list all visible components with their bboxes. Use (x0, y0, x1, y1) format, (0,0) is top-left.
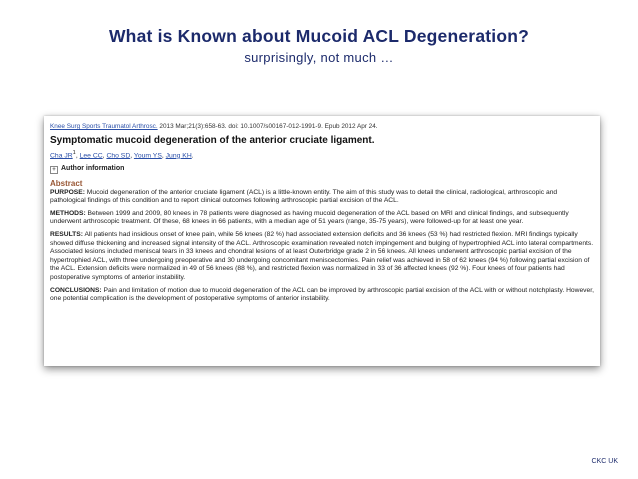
abstract-methods (50, 210, 594, 227)
abstract-conclusions (50, 287, 594, 304)
author-separator: , (102, 151, 107, 159)
abstract-purpose (50, 189, 594, 206)
article-title: Symptomatic mucoid degeneration of the anterior cruciate ligament. (50, 134, 375, 146)
author-link[interactable]: Cha JR (50, 151, 73, 159)
author-link[interactable]: Youm YS (133, 151, 162, 159)
author-link[interactable]: Cho SD (106, 151, 131, 159)
section-label: CONCLUSIONS: (50, 286, 102, 294)
author-separator: , (130, 151, 134, 159)
author-separator: , (161, 151, 166, 159)
author-list (50, 149, 594, 161)
author-link[interactable]: Lee CC (79, 151, 103, 159)
author-link[interactable]: Jung KH (165, 151, 192, 159)
section-label: METHODS: (50, 209, 86, 217)
author-separator: . (191, 151, 194, 159)
author-information-toggle[interactable] (50, 165, 594, 174)
section-text: Between 1999 and 2009, 80 knees in 78 patients were diagnosed as having mucoid degeneration of the ACL based on MRI and clinical findings, and subsequently underwent arthroscopic treatment. Of these, 68 knees in 66 patients, with a median age of 51 years (range, 35-75 years), were followed-up for at least one year. (50, 209, 569, 226)
journal-link[interactable]: Knee Surg Sports Traumatol Arthrosc. (50, 123, 158, 130)
citation-details: 2013 Mar;21(3):658-63. doi: 10.1007/s00167-012-1991-9. Epub 2012 Apr 24. (157, 123, 378, 130)
author-affiliation-mark: 1 (72, 149, 76, 156)
section-label: RESULTS: (50, 231, 83, 239)
author-information-label: Author information (61, 165, 125, 173)
section-text: Mucoid degeneration of the anterior cruciate ligament (ACL) is a little-known entity. The aim of this study was to detail the clinical, radiological, arthroscopic and pathological findings of this condition and to report clinical outcomes following arthroscopic partial excision of the ACL. (50, 188, 558, 205)
author-separator: , (75, 151, 80, 159)
abstract-screenshot (44, 116, 600, 366)
section-label: PURPOSE: (50, 188, 85, 196)
citation (50, 123, 594, 132)
slide-subtitle: surprisingly, not much … (244, 50, 394, 65)
footer-credit: CKC UK (591, 458, 618, 465)
section-text: All patients had insidious onset of knee pain, while 56 knees (82 %) had associated extension deficits and 36 knees (53 %) had restricted flexion. MRI findings typically showed diffuse thickening and increased signal intensity of the ACL. Arthroscopic examination revealed notch impingement and bulging of hypertrophied ACL into lateral compartments. Associated lesions included meniscal tears in 33 knees and chondral lesions of at least Outerbridge grade 2 in 56 knees. All knees underwent arthroscopic partial excision of the hypertrophied ACL, with three undergoing preoperative and 30 undergoing concomitant meniscectomies. Pain relief was achieved in 58 of 62 knees (94 %) following partial excision of the ACL. Extension deficits were normalized in 49 of 56 knees (88 %), and restricted flexion was normalized in 33 of 36 affected knees (92 %). Four knees of four patients had postoperative symptoms of anterior instability. (50, 231, 594, 281)
abstract-heading: Abstract (50, 179, 83, 189)
expand-plus-icon[interactable]: + (50, 166, 58, 174)
section-text: Pain and limitation of motion due to mucoid degeneration of the ACL can be improved by arthroscopic partial excision of the ACL with or without notchplasty. However, one potential complication is the development of postoperative symptoms of anterior instability. (50, 286, 594, 303)
slide-title: What is Known about Mucoid ACL Degeneration? (108, 26, 530, 46)
abstract-results (50, 231, 594, 283)
